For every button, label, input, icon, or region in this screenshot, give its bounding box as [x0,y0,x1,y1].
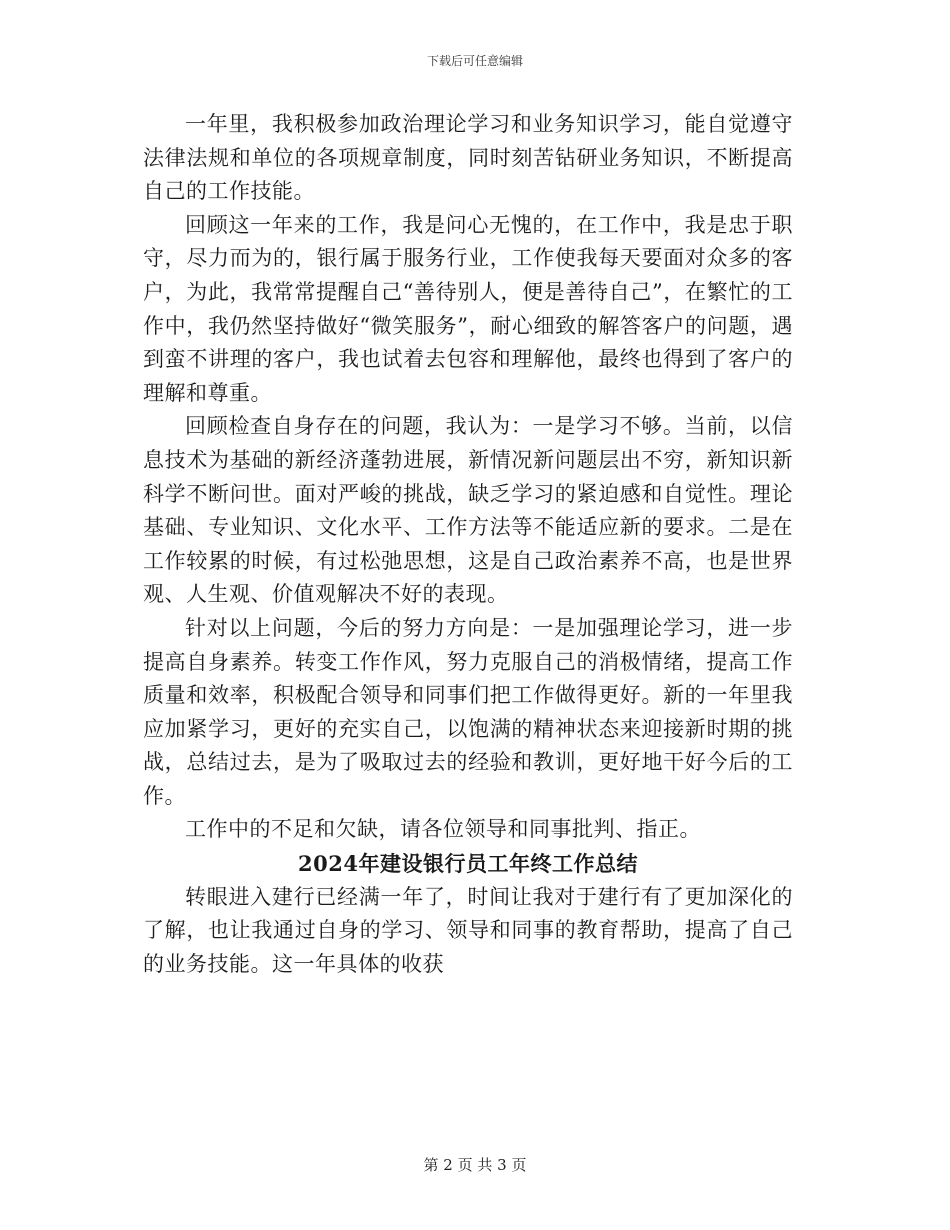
paragraph-closing: 工作中的不足和欠缺，请各位领导和同事批判、指正。 [185,817,701,842]
paragraph-review-work: 回顾这一年来的工作，我是问心无愧的，在工作中，我是忠于职守，尽力而为的，银行属于服务行业，工作使我每天要面对众多的客户，为此，我常常提醒自己“善待别人，便是善待自己”，在繁忙的工作中，我仍然坚持做好“微笑服务”，耐心细致的解答客户的问题，遇到蛮不讲理的客户，我也试着去包容和理解他，最终也得到了客户的理解和尊重。 [143,212,793,405]
paragraph-study: 一年里，我积极参加政治理论学习和业务知识学习，能自觉遵守法律法规和单位的各项规章制度，同时刻苦钻研业务知识，不断提高自己的工作技能。 [143,112,793,204]
paragraph-section-intro: 转眼进入建行已经满一年了，时间让我对于建行有了更加深化的了解，也让我通过自身的学习、领导和同事的教育帮助，提高了自己的业务技能。这一年具体的收获 [143,884,793,976]
page-number: 第 2 页 共 3 页 [423,1156,527,1174]
paragraph-problems: 回顾检查自身存在的问题，我认为：一是学习不够。当前，以信息技术为基础的新经济蓬勃进展，新情况新问题层出不穷，新知识新科学不断问世。面对严峻的挑战，缺乏学习的紧迫感和自觉性。理论基础、专业知识、文化水平、工作方法等不能适应新的要求。二是在工作较累的时候，有过松弛思想，这是自己政治素养不高，也是世界观、人生观、价值观解决不好的表现。 [143,414,793,607]
page-header: 下载后可任意编辑 [426,54,523,68]
paragraph-improvement: 针对以上问题，今后的努力方向是：一是加强理论学习，进一步提高自身素养。转变工作作风，努力克服自己的消极情绪，提高工作质量和效率，积极配合领导和同事们把工作做得更好。新的一年里我应加紧学习，更好的充实自己，以饱满的精神状态来迎接新时期的挑战，总结过去，是为了吸取过去的经验和教训，更好地干好今后的工作。 [143,615,793,808]
document-body [143,108,793,981]
section-title: 2024年建设银行员工年终工作总结 [298,851,638,877]
